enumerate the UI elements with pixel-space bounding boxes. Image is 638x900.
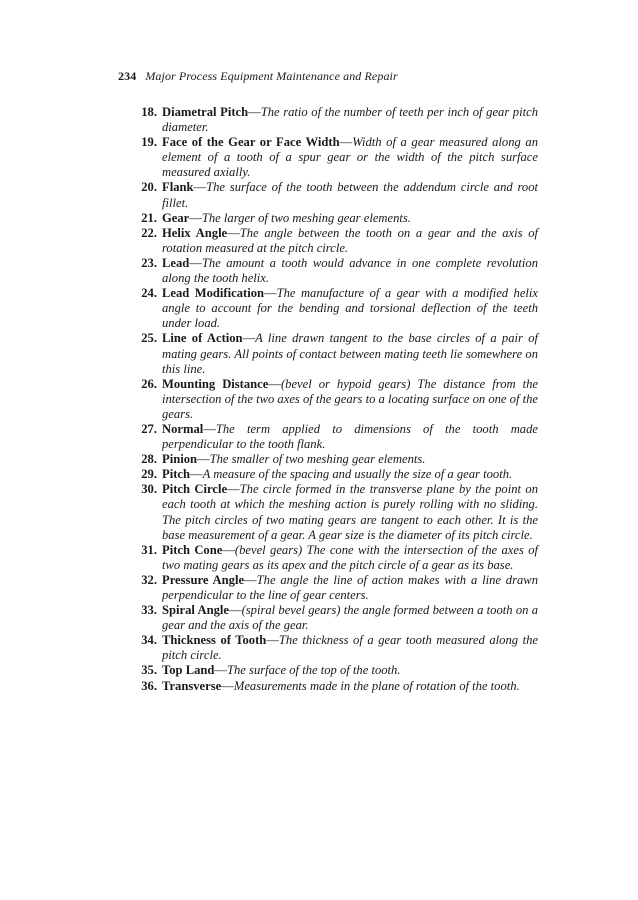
glossary-entry xyxy=(133,422,538,452)
entry-term: Diametral Pitch xyxy=(162,105,249,119)
entry-term: Lead Modification xyxy=(162,286,265,301)
running-title: Major Process Equipment Maintenance and Repair xyxy=(145,69,398,83)
entry-body xyxy=(162,256,538,286)
page-number: 234 xyxy=(118,69,137,83)
entry-dash: — xyxy=(227,225,240,240)
glossary-entry xyxy=(133,135,538,180)
glossary-list xyxy=(133,105,538,694)
entry-number: 28. xyxy=(141,452,157,467)
glossary-entry xyxy=(133,603,538,633)
entry-number: 23. xyxy=(141,255,157,270)
entry-term: Pitch Cone xyxy=(162,542,223,557)
entry-number: 31. xyxy=(141,542,157,557)
entry-number: 27. xyxy=(141,421,157,436)
entry-number: 26. xyxy=(141,376,157,391)
glossary-entry xyxy=(133,482,538,542)
entry-number: 34. xyxy=(141,633,157,648)
entry-definition: The circle formed in the transverse plane by the point on each tooth at which the meshing action is purely rolling with no sliding. The pitch circles of two mating gears are tangent to each other. It is the base measurement of a gear. A gear size is the diameter of its pitch circle. xyxy=(162,482,539,542)
entry-body xyxy=(162,422,538,452)
glossary-entry xyxy=(133,679,538,694)
entry-body xyxy=(162,331,538,376)
entry-term: Pitch xyxy=(162,467,190,482)
entry-term: Helix Angle xyxy=(162,225,228,240)
entry-body xyxy=(162,452,538,467)
entry-body xyxy=(162,543,538,573)
entry-dash: — xyxy=(214,663,227,678)
glossary-entry xyxy=(133,377,538,422)
entry-term: Pinion xyxy=(162,452,197,467)
entry-dash: — xyxy=(189,467,203,482)
entry-dash: — xyxy=(197,452,210,467)
entry-number: 22. xyxy=(141,225,157,240)
entry-number: 33. xyxy=(141,603,157,618)
entry-number: 21. xyxy=(141,210,157,225)
entry-number: 20. xyxy=(141,180,157,195)
entry-definition: The amount a tooth would advance in one complete revolution along the tooth helix. xyxy=(162,255,538,286)
entry-term: Mounting Distance xyxy=(162,376,269,391)
entry-dash: — xyxy=(264,286,277,301)
entry-term: Spiral Angle xyxy=(162,603,229,618)
entry-term: Normal xyxy=(162,421,204,436)
glossary-entry xyxy=(133,467,538,482)
glossary-entry xyxy=(133,452,538,467)
entry-number: 25. xyxy=(141,331,157,346)
entry-term: Pitch Circle xyxy=(162,482,228,497)
entry-definition: A measure of the spacing and usually the size of a gear tooth. xyxy=(202,467,513,482)
entry-dash: — xyxy=(189,255,202,270)
entry-dash: — xyxy=(266,633,279,648)
entry-body xyxy=(162,603,538,633)
entry-term: Gear xyxy=(162,210,190,225)
entry-body xyxy=(162,226,538,256)
entry-body xyxy=(162,377,538,422)
glossary-entry xyxy=(133,105,538,135)
entry-definition: (spiral bevel gears) the angle formed between a tooth on a gear and the axis of the gear. xyxy=(162,603,538,633)
entry-dash: — xyxy=(189,210,202,225)
entry-body xyxy=(162,633,538,663)
entry-body xyxy=(162,135,538,180)
entry-definition: The term applied to dimensions of the tooth made perpendicular to the tooth flank. xyxy=(162,421,538,452)
entry-body xyxy=(162,211,538,226)
entry-dash: — xyxy=(248,105,261,119)
glossary-entry xyxy=(133,211,538,226)
entry-definition: The surface of the tooth between the addendum circle and root fillet. xyxy=(162,180,538,210)
entry-definition: The manufacture of a gear with a modified helix angle to account for the bending and torsional deflection of the teeth under load. xyxy=(162,286,539,331)
entry-dash: — xyxy=(221,678,234,693)
entry-term: Transverse xyxy=(162,678,222,693)
entry-dash: — xyxy=(227,482,240,497)
entry-body xyxy=(162,482,538,542)
glossary-entry xyxy=(133,543,538,573)
entry-definition: The surface of the top of the tooth. xyxy=(227,663,401,678)
entry-definition: (bevel gears) The cone with the intersection of the axes of two mating gears as its apex and the pitch circle of a gear as its base. xyxy=(162,542,538,572)
entry-number: 36. xyxy=(141,678,157,693)
entry-body xyxy=(162,105,538,135)
entry-number: 24. xyxy=(141,286,157,301)
entry-body xyxy=(162,180,538,210)
entry-number: 30. xyxy=(141,482,157,497)
entry-dash: — xyxy=(203,421,216,436)
entry-term: Pressure Angle xyxy=(162,572,245,587)
glossary-entry xyxy=(133,633,538,663)
glossary-entry xyxy=(133,180,538,210)
entry-dash: — xyxy=(339,135,353,150)
entry-number: 18. xyxy=(141,105,157,119)
entry-term: Top Land xyxy=(162,663,215,678)
entry-definition: The angle the line of action makes with a line drawn perpendicular to the line of gear centers. xyxy=(162,572,538,602)
entry-dash: — xyxy=(228,603,242,618)
entry-term: Line of Action xyxy=(162,331,243,346)
entry-dash: — xyxy=(244,572,257,587)
entry-term: Lead xyxy=(162,255,190,270)
entry-dash: — xyxy=(242,331,256,346)
entry-definition: The ratio of the number of teeth per inch of gear pitch diameter. xyxy=(162,105,538,135)
entry-number: 19. xyxy=(141,135,157,150)
entry-definition: A line drawn tangent to the base circles of a pair of mating gears. All points of contact between mating teeth lie somewhere on this line. xyxy=(162,331,538,376)
glossary-entry xyxy=(133,573,538,603)
entry-term: Flank xyxy=(162,180,194,195)
entry-definition: (bevel or hypoid gears) The distance from the intersection of the two axes of the gears to a locating surface on one of the gears. xyxy=(162,376,539,421)
entry-definition: The larger of two meshing gear elements. xyxy=(201,210,411,225)
entry-definition: The angle between the tooth on a gear and the axis of rotation measured at the pitch circle. xyxy=(162,225,538,255)
entry-body xyxy=(162,679,538,694)
glossary-entry xyxy=(133,331,538,376)
entry-dash: — xyxy=(193,180,207,195)
glossary-entry xyxy=(133,663,538,678)
running-header xyxy=(118,69,398,84)
entry-definition: The smaller of two meshing gear elements. xyxy=(209,452,426,467)
entry-number: 29. xyxy=(141,467,157,482)
entry-body xyxy=(162,467,538,482)
entry-definition: Measurements made in the plane of rotation of the tooth. xyxy=(233,678,520,693)
entry-dash: — xyxy=(222,542,235,557)
glossary-entry xyxy=(133,256,538,286)
entry-body xyxy=(162,663,538,678)
entry-term: Face of the Gear or Face Width xyxy=(162,135,340,150)
glossary-entry xyxy=(133,286,538,331)
entry-definition: Width of a gear measured along an element of a tooth of a spur gear or the width of the pitch surface measured axially. xyxy=(162,135,538,180)
entry-number: 35. xyxy=(141,663,157,678)
entry-dash: — xyxy=(268,376,281,391)
entry-body xyxy=(162,286,538,331)
entry-term: Thickness of Tooth xyxy=(162,633,267,648)
entry-number: 32. xyxy=(141,572,157,587)
glossary-entry xyxy=(133,226,538,256)
entry-definition: The thickness of a gear tooth measured along the pitch circle. xyxy=(162,633,538,663)
entry-body xyxy=(162,573,538,603)
